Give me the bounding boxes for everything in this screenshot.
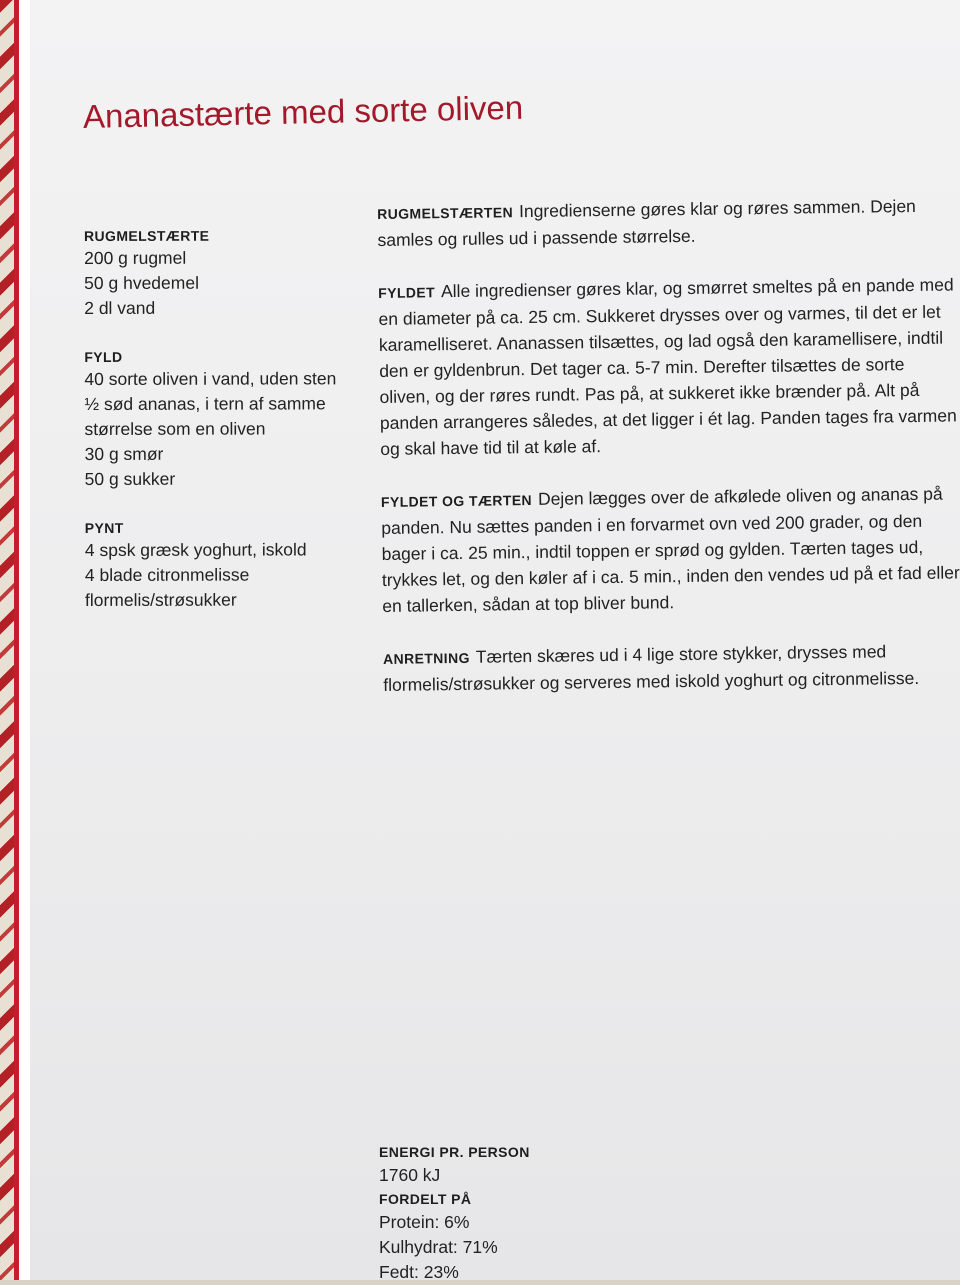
method-column: [377, 192, 960, 724]
method-step: [381, 480, 960, 619]
ingredient-heading: FYLD: [84, 348, 123, 365]
ingredient-item: 2 dl vand: [84, 297, 156, 318]
ingredient-section-crust: [84, 225, 359, 321]
ingredient-item: 4 blade citronmelisse: [84, 564, 250, 585]
ingredient-item: 50 g hvedemel: [84, 272, 199, 293]
method-step: [383, 637, 960, 698]
ingredient-heading: PYNT: [84, 519, 124, 536]
method-step-text: Tærten skæres ud i 4 lige store stykker, drysses med flormelis/strøsukker og serveres med iskold yoghurt og citronmelisse.: [383, 641, 920, 695]
ingredient-item: ½ sød ananas, i tern af samme størrelse som en oliven: [84, 393, 326, 439]
method-step-label: ANRETNING: [382, 649, 470, 667]
ingredient-section-garnish: [85, 517, 360, 613]
ingredient-heading: RUGMELSTÆRTE: [84, 227, 210, 244]
nutrient-item: Fedt: 23%: [379, 1262, 459, 1282]
method-step-text: Ingredienserne gøres klar og røres sammen. Dejen samles og rulles ud i passende størrelse.: [377, 195, 916, 250]
energy-heading: ENERGI PR. PERSON: [379, 1144, 530, 1160]
ingredient-item: 200 g rugmel: [84, 247, 187, 268]
ingredient-item: flormelis/strøsukker: [84, 589, 237, 610]
ingredient-item: 40 sorte oliven i vand, uden sten: [84, 368, 337, 389]
method-step-label: FYLDET: [378, 284, 436, 301]
ingredient-item: 30 g smør: [84, 443, 164, 464]
ingredient-section-filling: [84, 346, 359, 492]
nutrition-block: [379, 1141, 679, 1285]
method-step-text: Alle ingredienser gøres klar, og smørret smeltes på en pande med en diameter på ca. 25 cm. Sukkeret drysses over og varmes, til det er let karamelliseret. Ananassen tilsættes, og lad også den karamellisere, indtil den er gyldenbrun. Det tager ca. 5-7 min. Derefter tilsættes de sorte oliven, og der røres rundt. Pas på, at sukkeret ikke brænder på. Alt på panden arrangeres således, at det ligger i ét lag. Panden tages fra varmen og skal have tid til at køle af.: [378, 274, 957, 459]
method-step: [378, 271, 960, 462]
ingredients-column: [84, 225, 360, 639]
method-step-label: FYLDET OG TÆRTEN: [380, 491, 533, 510]
recipe-title: Ananastærte med sorte oliven: [82, 88, 524, 135]
ingredient-item: 4 spsk græsk yoghurt, iskold: [84, 539, 307, 560]
energy-value: 1760 kJ: [379, 1165, 441, 1185]
ingredient-item: 50 g sukker: [84, 468, 176, 489]
nutrient-item: Kulhydrat: 71%: [379, 1237, 498, 1257]
method-step-label: RUGMELSTÆRTEN: [377, 204, 514, 222]
distribution-heading: FORDELT PÅ: [379, 1191, 472, 1207]
method-step-text: Dejen lægges over de afkølede oliven og ananas på panden. Nu sættes panden i en forvarmet ovn ved 200 grader, og den bager i ca. 25 min., indtil toppen er sprød og gylden. Tærten tages ud, trykkes let, og den køler af i ca. 5 min., inden den vendes ud på et fad eller en tallerken, sådan at top bliver bund.: [381, 483, 960, 616]
nutrient-item: Protein: 6%: [379, 1212, 470, 1232]
method-step: [377, 192, 958, 253]
